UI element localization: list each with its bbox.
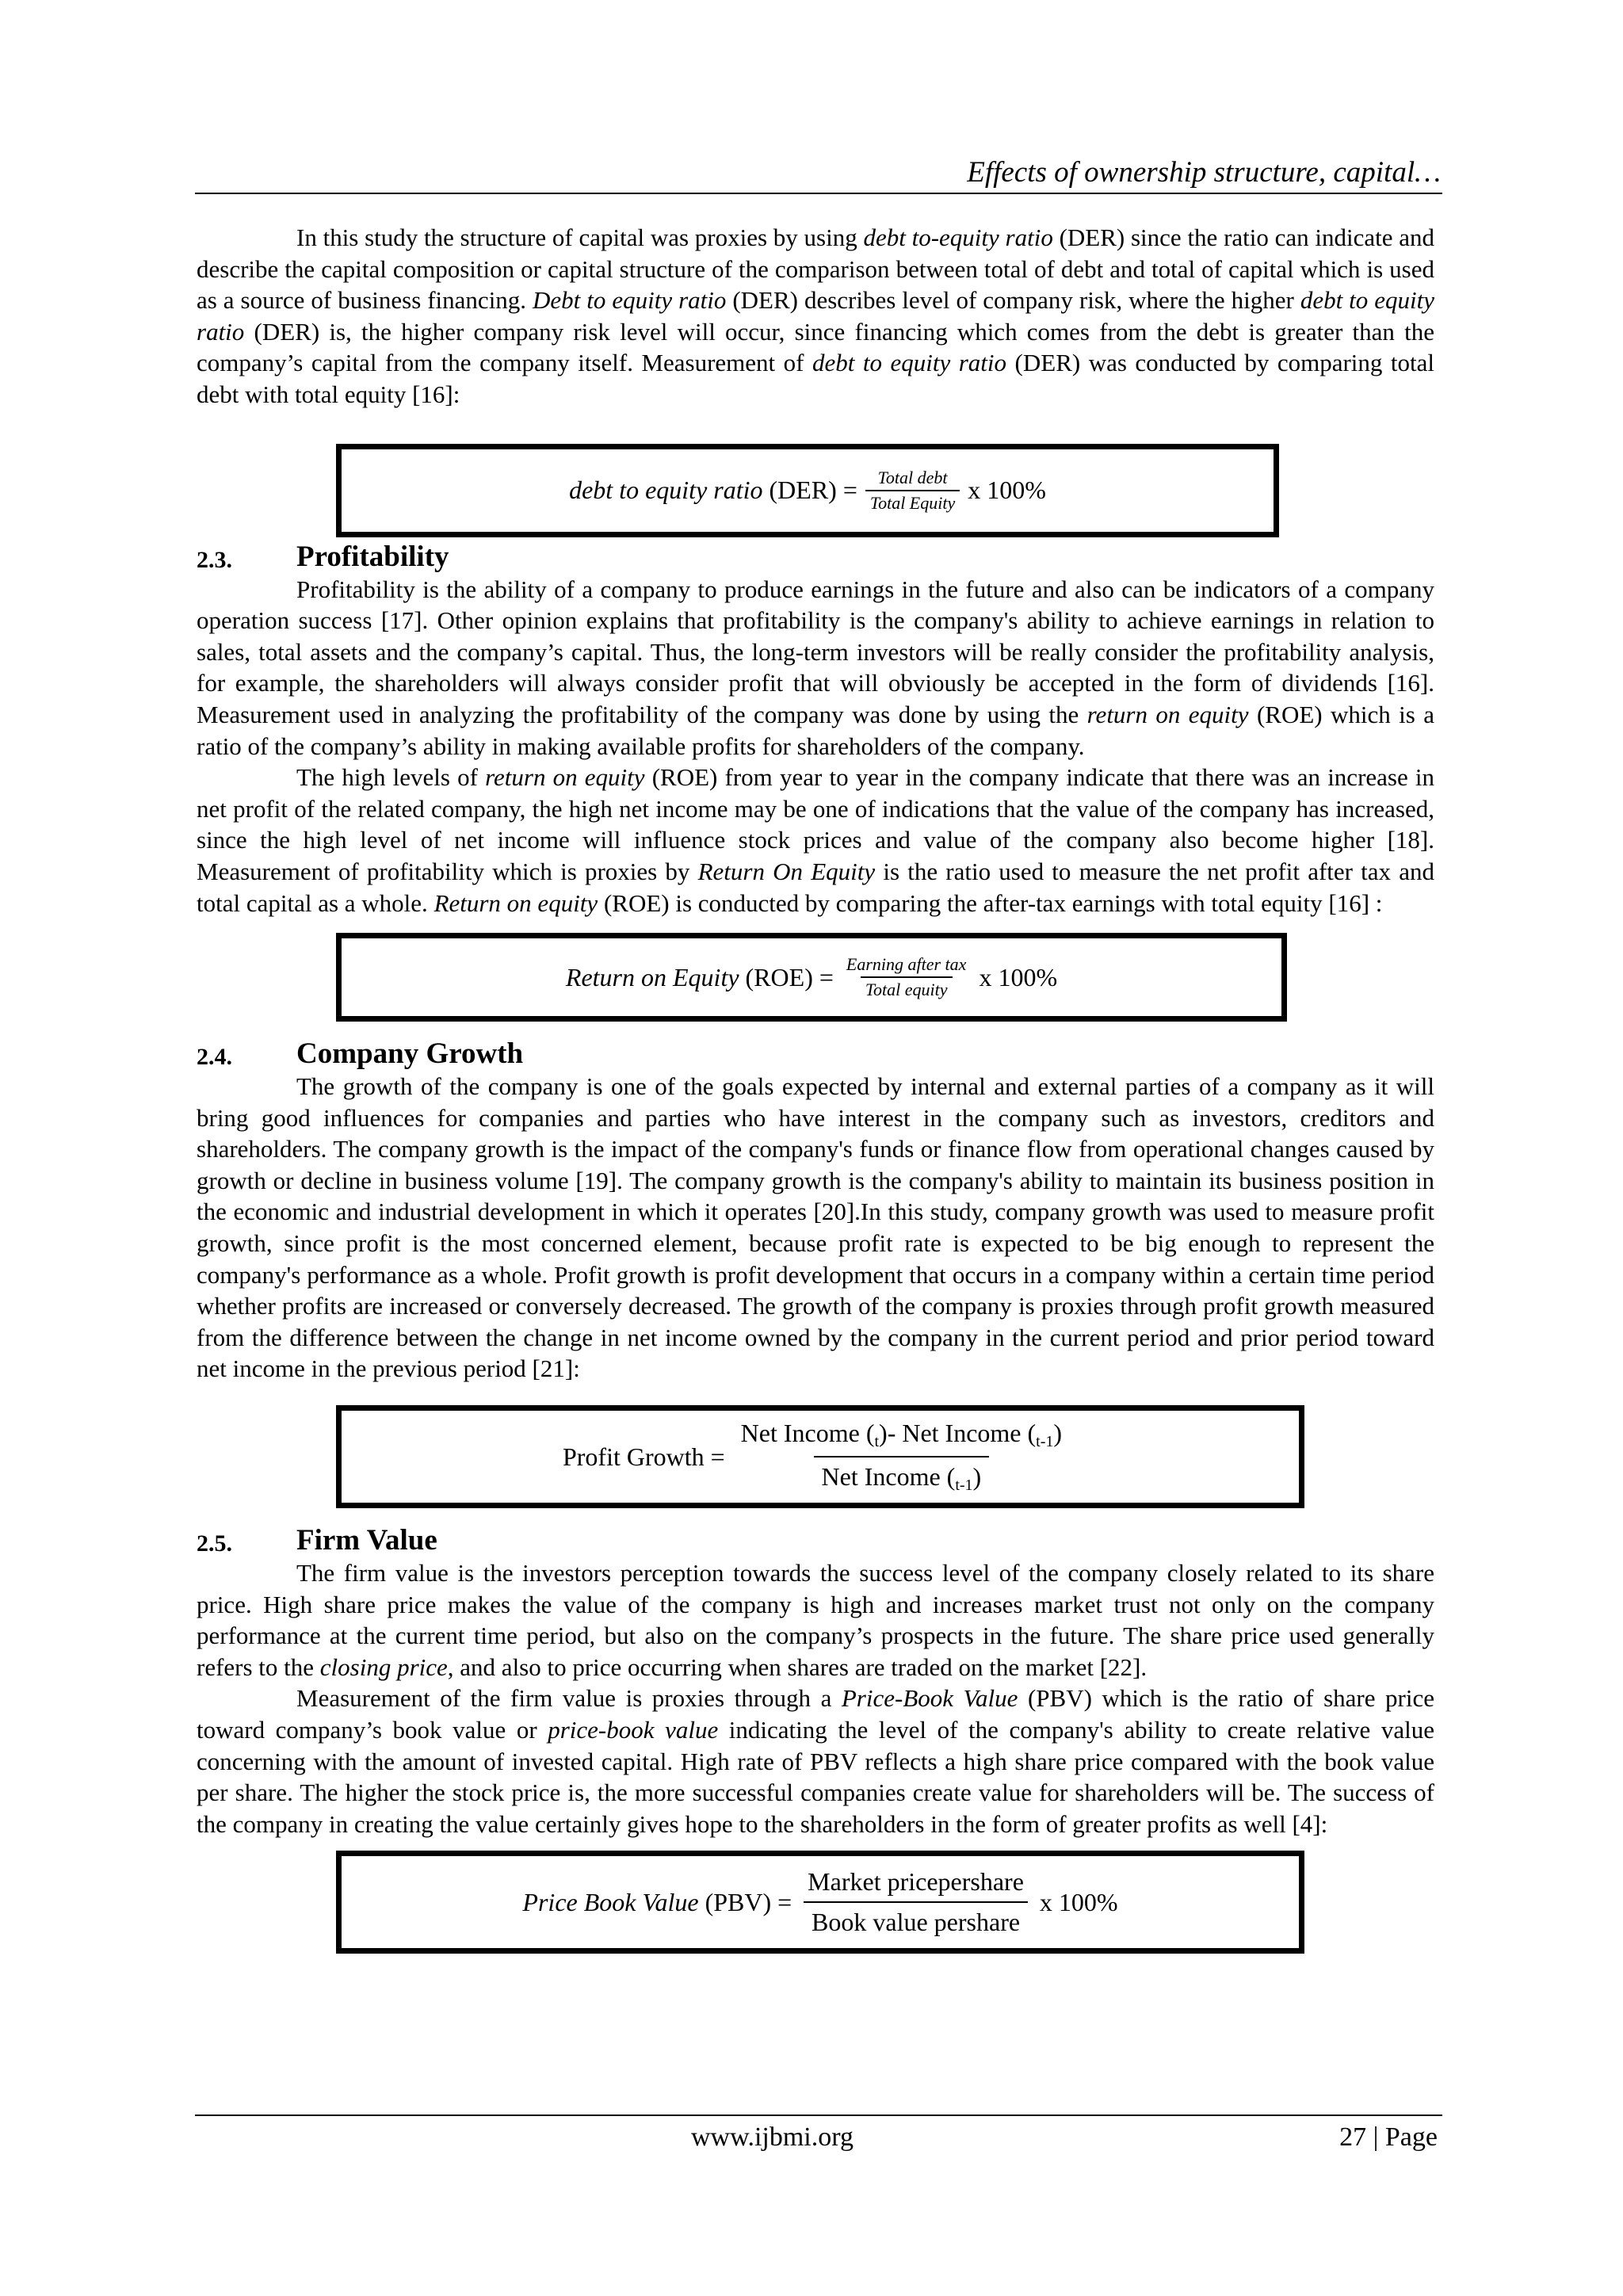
header-rule bbox=[195, 193, 1442, 194]
der-fraction: $\frac{\text{Total debt}}{\text{Total Equity}}$ bbox=[865, 468, 960, 514]
footer-page-number: 27 | Page bbox=[1339, 2122, 1438, 2152]
section-heading-profitability: 2.3. Profitability bbox=[197, 540, 449, 573]
paragraph-company-growth: The growth of the company is one of the goals expected by internal and external parties of a company as it will bring good influences for companies and parties who have interest in the company such as investors, creditors and shareholders. The company growth is the impact of the company's funds or finance flow from operational changes caused by growth or decline in business volume [19]. The company growth is the company's ability to maintain its business position in the economic and industrial development in which it operates [20].In this study, company growth was used to measure profit growth, since profit is the most concerned element, because profit rate is expected to be big enough to represent the company's performance as a whole. Profit growth is profit development that occurs in a company within a certain time period whether profits are increased or conversely decreased. The growth of the company is proxies through profit growth measured from the difference between the change in net income owned by the company in the current period and prior period toward net income in the previous period [21]: bbox=[197, 1072, 1434, 1383]
section-heading-company-growth: 2.4. Company Growth bbox=[197, 1037, 524, 1071]
footer-rule bbox=[195, 2115, 1442, 2116]
growth-fraction: $\frac{Net Income (_t)- Net Income (_{t-1})}{Net Income (_{t-1})}$ bbox=[740, 1419, 1063, 1495]
formula-der: debt to equity ratio (DER) = $\frac{\text{Total debt}}{\text{Total Equity}}$ x 100% bbox=[336, 444, 1279, 537]
paragraph-profitability-2: The high levels of return on equity (ROE) from year to year in the company indicate that there was an increase in net profit of the related company, the high net income may be one of indications that the value of the company has increased, since the high level of net income will influence stock prices and value of the company also become higher [18]. Measurement of profitability which is proxies by Return On Equity is the ratio used to measure the net profit after tax and total capital as a whole. Return on equity (ROE) is conducted by comparing the after-tax earnings with total equity [16] : bbox=[197, 763, 1435, 917]
pbv-fraction: $\frac{\text{Market pricepershare}}{\text{Book value pershare}}$ bbox=[800, 1867, 1032, 1937]
article-body bbox=[197, 222, 1434, 1954]
paragraph-firm-value-1: The firm value is the investors perception towards the success level of the company closely related to its share price. High share price makes the value of the company is high and increases market trust not only on the company performance at the current time period, but also on the company’s prospects in the future. The share price used generally refers to the closing price, and also to price occurring when shares are traded on the market [22]. bbox=[197, 1559, 1434, 1681]
paragraph-profitability-1: Profitability is the ability of a company to produce earnings in the future and also can be indicators of a company operation success [17]. Other opinion explains that profitability is the company's ability to achieve earnings in relation to sales, total assets and the company’s capital. Thus, the long-term investors will be really consider the profitability analysis, for example, the shareholders will always consider profit that will obviously be accepted in the form of dividends [16]. Measurement used in analyzing the profitability of the company was done by using the return on equity (ROE) which is a ratio of the company’s ability in making available profits for shareholders of the company. bbox=[197, 575, 1435, 760]
footer-website-link[interactable]: www.ijbmi.org bbox=[691, 2122, 854, 2152]
paragraph-capital-structure: In this study the structure of capital was proxies by using debt to-equity ratio (DER) since the ratio can indicate and describe the capital composition or capital structure of the comparison between total of debt and total of capital which is used as a source of business financing. Debt to equity ratio (DER) describes level of company risk, where the higher debt to equity ratio (DER) is, the higher company risk level will occur, since financing which comes from the debt is greater than the company’s capital from the company itself. Measurement of debt to equity ratio (DER) was conducted by comparing total debt with total equity [16]: bbox=[197, 223, 1435, 408]
section-heading-firm-value: 2.5. Firm Value bbox=[197, 1524, 437, 1557]
formula-profit-growth: Profit Growth = $\frac{Net Income (_t)- Net Income (_{t-1})}{Net Income (_{t-1})}$ bbox=[336, 1405, 1304, 1508]
formula-roe: Return on Equity (ROE) = $\frac{\text{Earning after tax}}{\text{Total equity}}$ x 100% bbox=[336, 933, 1287, 1022]
running-title: Effects of ownership structure, capital… bbox=[967, 156, 1441, 189]
formula-pbv: Price Book Value (PBV) = $\frac{\text{Market pricepershare}}{\text{Book value pershare}}$ x 100% bbox=[336, 1851, 1304, 1954]
paragraph-firm-value-2: Measurement of the firm value is proxies through a Price-Book Value (PBV) which is the ratio of share price toward company’s book value or price-book value indicating the level of the company's ability to create relative value concerning with the amount of invested capital. High rate of PBV reflects a high share price compared with the book value per share. The higher the stock price is, the more successful companies create value for shareholders will be. The success of the company in creating the value certainly gives hope to the shareholders in the form of greater profits as well [4]: bbox=[197, 1684, 1434, 1838]
roe-fraction: $\frac{\text{Earning after tax}}{\text{Total equity}}$ bbox=[846, 954, 967, 1000]
